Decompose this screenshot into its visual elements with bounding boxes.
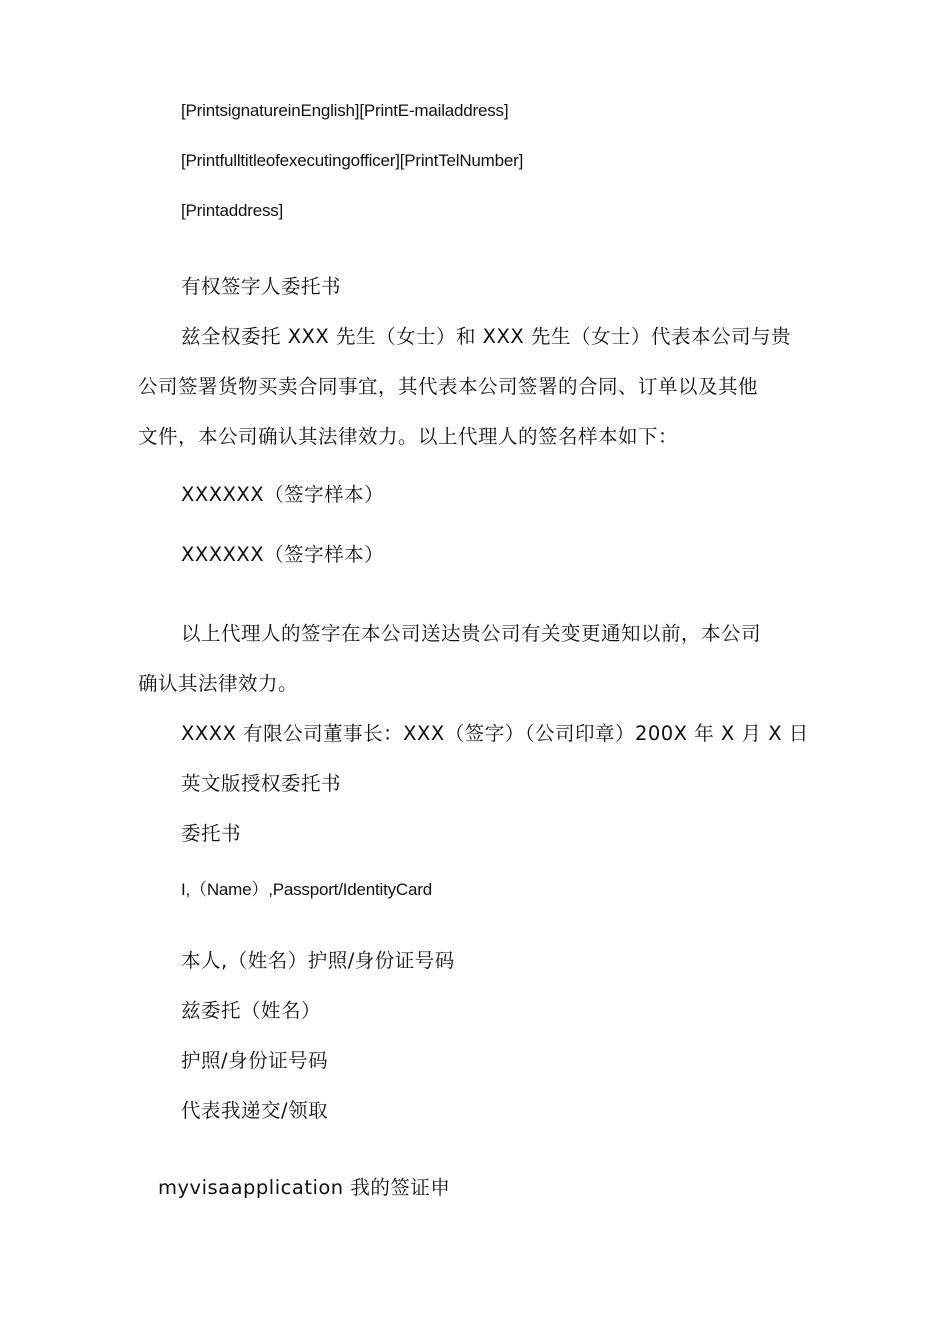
mandate-title: 委托书 bbox=[181, 822, 242, 845]
visa-application-line: myvisaapplication 我的签证申 bbox=[158, 1176, 451, 1199]
paragraph2-line2: 确认其法律效力。 bbox=[138, 672, 299, 695]
print-signature-line: [PrintsignatureinEnglish][PrintE-mailaddress] bbox=[181, 101, 509, 120]
signature-line: XXXX 有限公司董事长：XXX（签字）（公司印章）200X 年 X 月 X 日 bbox=[181, 722, 809, 745]
chinese-name-line: 本人,（姓名）护照/身份证号码 bbox=[181, 949, 455, 972]
letter-title: 有权签字人委托书 bbox=[181, 275, 342, 298]
paragraph1-line2: 公司签署货物买卖合同事宜，其代表本公司签署的合同、订单以及其他 bbox=[138, 375, 759, 398]
delegate-line: 兹委托（姓名） bbox=[181, 999, 322, 1022]
submit-line: 代表我递交/领取 bbox=[181, 1099, 329, 1122]
paragraph1-line1: 兹全权委托 XXX 先生（女士）和 XXX 先生（女士）代表本公司与贵 bbox=[181, 325, 791, 348]
signature-sample-2: XXXXXX（签字样本） bbox=[181, 543, 385, 566]
passport-line: 护照/身份证号码 bbox=[181, 1049, 329, 1072]
signature-sample-1: XXXXXX（签字样本） bbox=[181, 483, 385, 506]
english-heading: 英文版授权委托书 bbox=[181, 772, 342, 795]
print-address-line: [Printaddress] bbox=[181, 201, 284, 220]
paragraph2-line1: 以上代理人的签字在本公司送达贵公司有关变更通知以前，本公司 bbox=[181, 622, 762, 645]
english-name-line: I,（Name）,Passport/IdentityCard bbox=[181, 880, 432, 899]
print-title-line: [Printfulltitleofexecutingofficer][PrintTelNumber] bbox=[181, 151, 524, 170]
paragraph1-line3: 文件，本公司确认其法律效力。以上代理人的签名样本如下： bbox=[138, 425, 679, 448]
